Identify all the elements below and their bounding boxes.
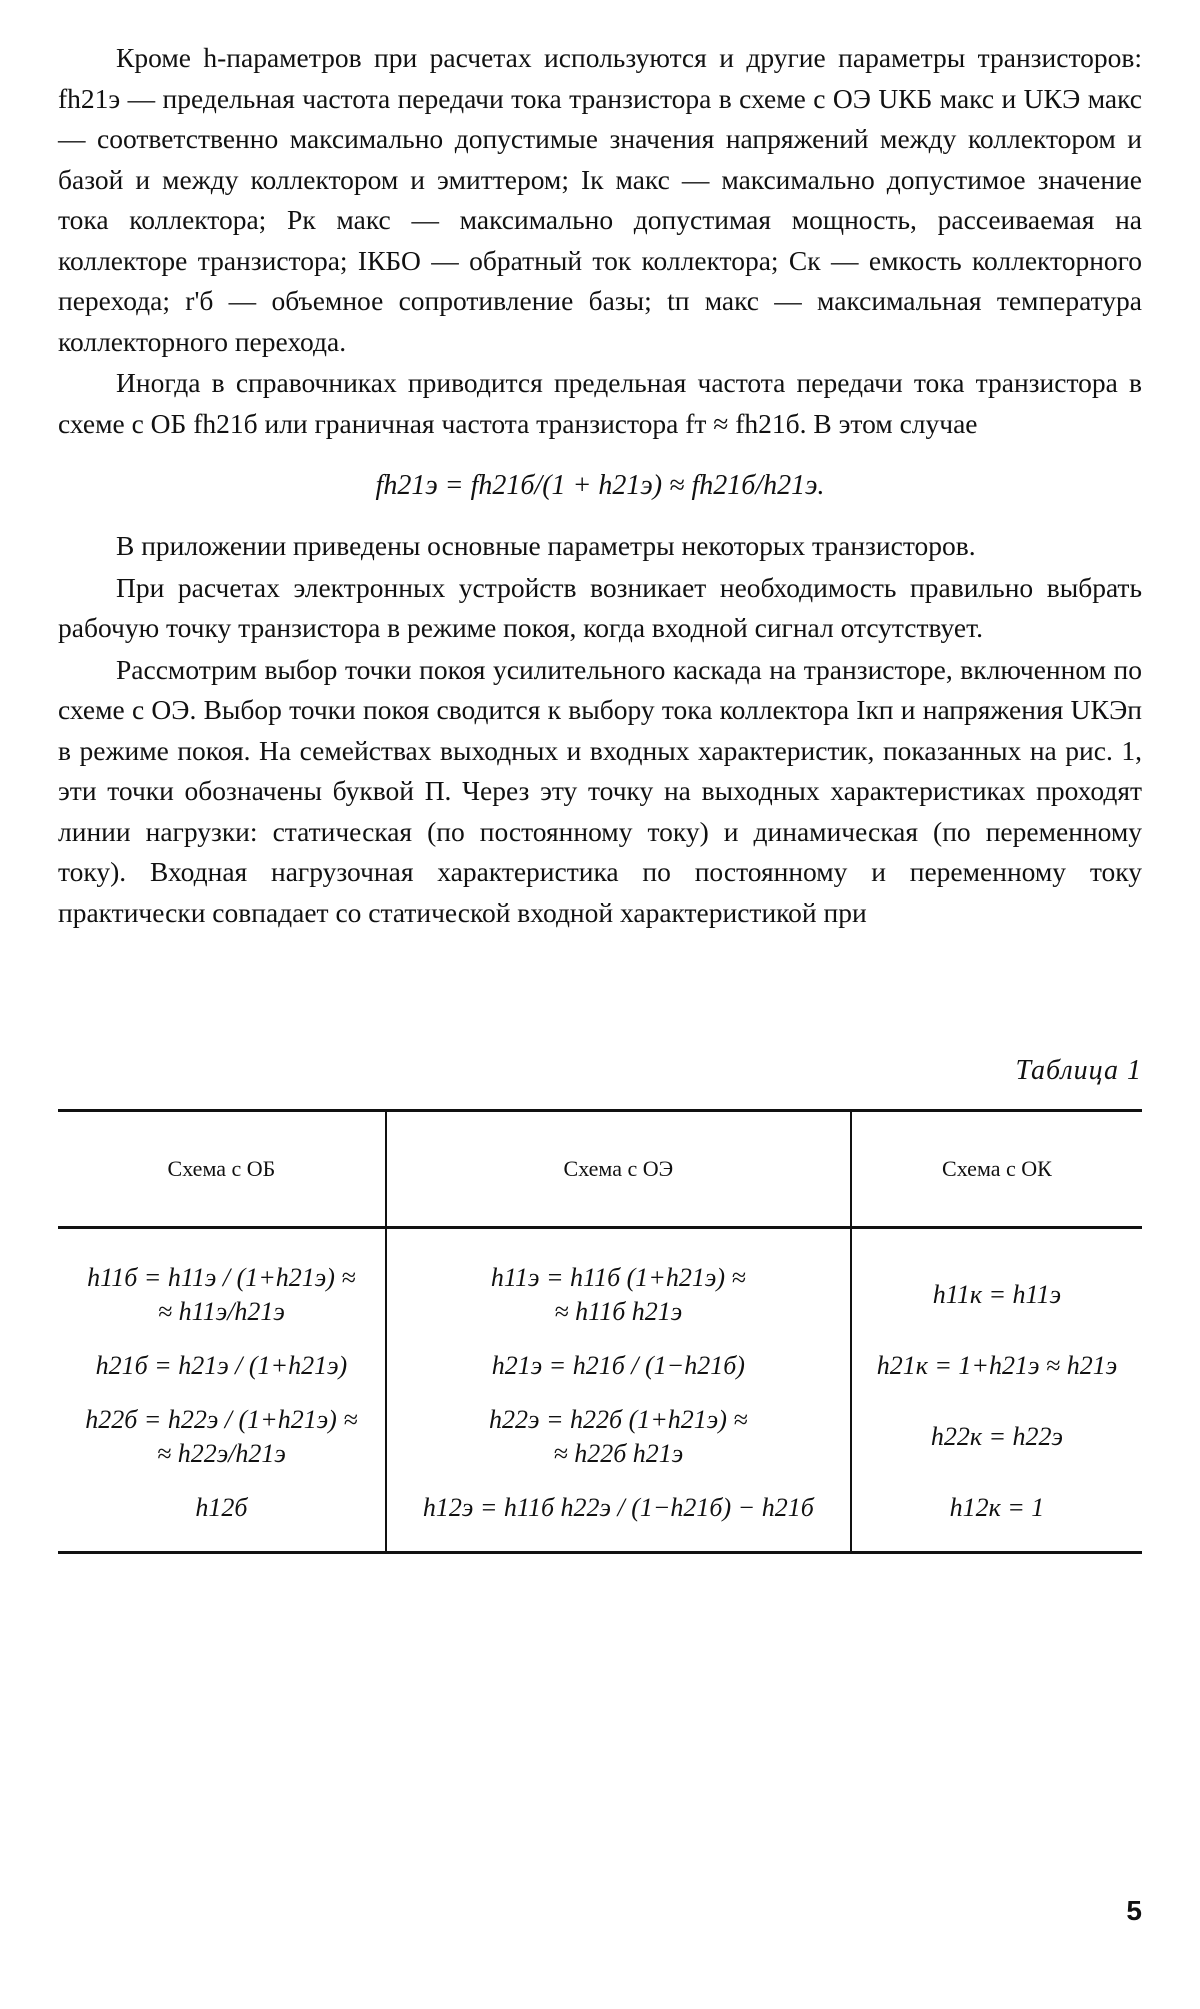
cell-h22-ce [386,1393,851,1481]
paragraph-quiescent-point: Рассмотрим выбор точки покоя усилительного каскада на транзисторе, включенном по схеме с ОЭ. Выбор точки покоя сводится к выбору тока коллектора Iкп и напряжения UКЭп в режиме покоя. На семействах выходных и входных характеристик, показанных на рис. 1, эти точки обозначены буквой П. Через эту точку на выходных характеристиках проходят линии нагрузки: статическая (по постоянному току) и динамическая (по переменному току). Входная нагрузочная характеристика по постоянному и переменному току практически совпадает со статической входной характеристикой при [58,653,1142,928]
cell-line: h22б = h22э / (1+h21э) ≈ [85,1405,358,1434]
cell-line: h22э = h22б (1+h21э) ≈ [489,1405,748,1434]
paragraph-cutoff-frequency: Иногда в справочниках приводится предельная частота передачи тока транзистора в схеме с ОБ fh21б или граничная частота транзистора fт ≈ fh21б. В этом случае [58,367,1142,439]
table-row-h21 [58,1339,1142,1393]
cell-line: ≈ h22э/h21э [156,1439,286,1468]
table-header-row [58,1111,1142,1228]
cell-line: h11к = h11э [932,1280,1062,1309]
table-row-h12 [58,1481,1142,1553]
cell-h21-ce [386,1339,851,1393]
cell-line: ≈ h11э/h21э [157,1297,285,1326]
header-common-emitter: Схема с ОЭ [386,1111,851,1228]
cell-h11-cc [851,1228,1142,1340]
cell-line: h21э = h21б / (1−h21б) [491,1351,745,1380]
cell-line: h21к = 1+h21э ≈ h21э [876,1351,1118,1380]
cell-line: ≈ h11б h21э [554,1297,683,1326]
header-common-base: Схема с ОБ [58,1111,386,1228]
cell-h11-ce [386,1228,851,1340]
table-row-h11 [58,1228,1142,1340]
cell-h12-cc [851,1481,1142,1553]
cell-h22-cb [58,1393,386,1481]
paragraph-operating-point: При расчетах электронных устройств возникает необходимость правильно выбрать рабочую точку транзистора в режиме покоя, когда входной сигнал отсутствует. [58,571,1142,643]
cell-line: h21б = h21э / (1+h21э) [95,1351,348,1380]
cell-h21-cb [58,1339,386,1393]
cell-line: h22к = h22э [930,1422,1064,1451]
cell-h12-cb [58,1481,386,1553]
cell-line: h11э = h11б (1+h21э) ≈ [490,1263,746,1292]
table-caption: Таблица 1 [1015,1055,1142,1086]
header-common-collector: Схема с ОК [851,1111,1142,1228]
cell-line: h12к = 1 [949,1493,1045,1522]
cell-h22-cc [851,1393,1142,1481]
cell-h21-cc [851,1339,1142,1393]
table-row-h22 [58,1393,1142,1481]
cell-line: h12э = h11б h22э / (1−h21б) − h21б [422,1493,814,1522]
cell-h12-ce [386,1481,851,1553]
cell-h11-cb [58,1228,386,1340]
paragraph-h-parameters: Кроме h-параметров при расчетах используются и другие параметры транзисторов: fh21э — предельная частота передачи тока транзистора в схеме с ОЭ UКБ макс и UКЭ макс — соответственно максимально допустимые значения напряжений между коллектором и базой и между коллектором и эмиттером; Iк макс — максимально допустимое значение тока коллектора; Pк макс — максимально допустимая мощность, рассеиваемая на коллекторе транзистора; IКБО — обратный ток коллектора; Cк — емкость коллекторного перехода; r'б — объемное сопротивление базы; tп макс — максимальная температура коллекторного перехода. [58,42,1142,357]
paragraph-appendix: В приложении приведены основные параметры некоторых транзисторов. [116,530,976,561]
cell-line: h12б [195,1493,248,1522]
cell-line: h11б = h11э / (1+h21э) ≈ [87,1263,356,1292]
h-parameters-table [58,1109,1142,1554]
page-number: 5 [1126,1895,1142,1926]
cell-line: ≈ h22б h21э [553,1439,684,1468]
frequency-formula: fh21э = fh21б/(1 + h21э) ≈ fh21б/h21э. [375,470,825,501]
